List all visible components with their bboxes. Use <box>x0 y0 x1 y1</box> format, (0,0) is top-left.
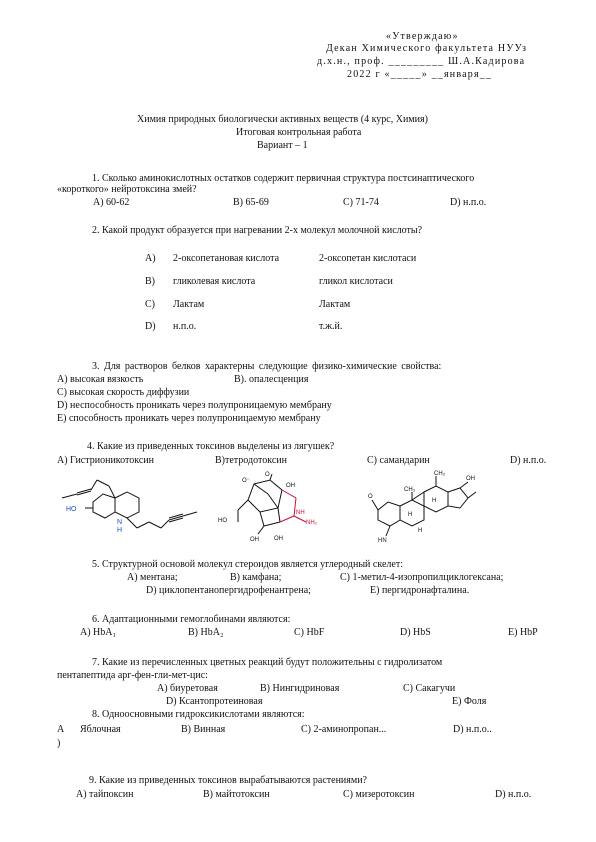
q6-option-b: B) HbA₂ <box>188 627 224 638</box>
q3-option-c: C) высокая скорость диффузии <box>57 387 190 398</box>
mol3-h-label-3: H <box>418 528 423 534</box>
q9-option-c: C) мизеротоксин <box>343 789 415 800</box>
q7-option-c: C) Сакагучи <box>403 683 456 694</box>
q9-option-b: B) майтотоксин <box>203 789 270 800</box>
q1-option-b: B) 65-69 <box>233 197 269 208</box>
q3-text: 3. Для растворов белков характерны следующие физико-химические свойства: <box>92 361 442 372</box>
q4-text: 4. Какие из приведенных токсинов выделены из лягушек? <box>87 441 335 452</box>
mol2-ho-label: HO <box>218 518 227 524</box>
q5-option-a: A) ментана; <box>127 572 178 583</box>
q4-option-a: A) Гистрионикотоксин <box>57 455 154 466</box>
q7-text-2: пентапептида арг-фен-гли-мет-цис: <box>57 670 208 681</box>
q2-ru-c: Лактам <box>173 299 205 310</box>
q1-option-c: C) 71-74 <box>343 197 379 208</box>
q2-letter-d: D) <box>145 321 156 332</box>
q6-text: 6. Адаптационными гемоглобинами являются: <box>92 614 291 625</box>
q5-option-b: B) камфана; <box>230 572 282 583</box>
q6-option-c: C) HbF <box>294 627 325 638</box>
q7-text-1: 7. Какие из перечисленных цветных реакций будут положительны с гидролизатом <box>92 657 443 668</box>
mol3-o-label: O <box>368 494 373 500</box>
q8-option-d: D) н.п.о.. <box>453 724 492 735</box>
q5-option-d: D) циклопентанопергидрофенантрена; <box>146 585 311 596</box>
q1-option-a: A) 60-62 <box>93 197 130 208</box>
q5-text: 5. Структурной основой молекул стероидов является углеродный скелет: <box>92 559 403 570</box>
subject-title: Химия природных биологически активных веществ (4 курс, Химия) <box>137 114 428 125</box>
q2-uz-d: т.ж.й. <box>319 321 343 332</box>
samandarine-structure <box>368 470 480 544</box>
q9-text: 9. Какие из приведенных токсинов вырабатываются растениями? <box>89 775 367 786</box>
mol2-o-minus-label: O⁻ <box>242 478 250 484</box>
q8-option-a-paren: ) <box>57 738 61 749</box>
variant-title: Вариант – 1 <box>257 140 308 151</box>
mol3-ch3-label-b: CH₃ <box>404 487 416 493</box>
mol1-ho-label: HO <box>66 506 77 513</box>
q2-ru-b: гликолевая кислота <box>173 276 256 287</box>
mol2-oh-label-2: OH <box>250 537 259 543</box>
q3-option-b: B). опалесценция <box>234 374 309 385</box>
q7-option-b: B) Нингидриновая <box>260 683 340 694</box>
work-title: Итоговая контрольная работа <box>236 127 362 138</box>
approval-line-3: д.х.н., проф. _________ Ш.А.Кадирова <box>317 56 526 67</box>
mol3-oh-label: OH <box>466 476 475 482</box>
q2-letter-b: B) <box>145 276 155 287</box>
q7-option-a: A) биуретовая <box>157 683 218 694</box>
q2-uz-c: Лактам <box>319 299 351 310</box>
q9-option-a: A) тайпоксин <box>76 789 134 800</box>
q1-option-d: D) н.п.о. <box>450 197 487 208</box>
q2-text: 2. Какой продукт образуется при нагревании 2-х молекул молочной кислоты? <box>92 225 423 236</box>
mol2-o-label: O <box>265 472 270 478</box>
q3-option-e: E) способность проникать через полупроницаемую мембрану <box>57 413 321 424</box>
q5-option-e: E) пергидронафталина. <box>370 585 470 596</box>
mol3-ch3-label-a: CH₃ <box>434 471 446 477</box>
q2-letter-c: C) <box>145 299 155 310</box>
q2-uz-a: 2-оксопетан кислотаси <box>319 253 417 264</box>
q8-text: 8. Одноосновными гидроксикислотами являются: <box>92 709 305 720</box>
approval-line-1: «Утверждаю» <box>386 31 459 42</box>
mol1-n-label: N <box>117 519 123 526</box>
q9-option-d: D) н.п.о. <box>495 789 532 800</box>
mol3-hn-label: HN <box>378 538 387 544</box>
mol3-h-label-1: H <box>408 512 413 518</box>
q4-option-b: B)тетродотоксин <box>215 455 287 466</box>
mol2-oh-label-3: OH <box>274 536 283 542</box>
q7-option-d: D) Ксантопротеиновая <box>166 696 263 707</box>
tetrodotoxin-structure <box>214 470 326 544</box>
q6-option-e: E) HbP <box>508 627 538 638</box>
q8-option-c: C) 2-аминопропан... <box>301 724 387 735</box>
q8-option-a: Яблочная <box>80 724 121 735</box>
mol3-h-label-2: H <box>432 498 437 504</box>
histrionicotoxin-structure <box>57 472 202 540</box>
mol2-nh2-label: NH₂ <box>306 520 317 526</box>
q2-letter-a: A) <box>145 253 156 264</box>
q3-option-d: D) неспособность проникать через полупроницаемую мембрану <box>57 400 332 411</box>
mol1-h-label: H <box>117 527 123 534</box>
mol2-nh-label: NH <box>296 510 305 516</box>
mol2-oh-label-1: OH <box>286 483 295 489</box>
q2-ru-a: 2-оксопетановая кислота <box>173 253 280 264</box>
approval-line-4: 2022 г «_____» __января__ <box>347 69 493 80</box>
q4-option-d: D) н.п.о. <box>510 455 547 466</box>
q4-option-c: C) самандарин <box>367 455 430 466</box>
q1-text-1: 1. Сколько аминокислотных остатков содержит первичная структура постсинаптического <box>92 173 475 184</box>
q6-option-d: D) HbS <box>400 627 431 638</box>
q6-option-a: A) HbA₁ <box>80 627 116 638</box>
q2-uz-b: гликол кислотаси <box>319 276 393 287</box>
q5-option-c: C) 1-метил-4-изопропилциклогексана; <box>340 572 504 583</box>
q8-option-b: B) Винная <box>181 724 226 735</box>
q8-option-a-letter: A <box>57 724 65 735</box>
q7-option-e: E) Фоля <box>452 696 487 707</box>
approval-line-2: Декан Химического факультета НУУз <box>326 43 528 54</box>
q3-option-a: A) высокая вязкость <box>57 374 144 385</box>
q2-ru-d: н.п.о. <box>173 321 197 332</box>
q1-text-2: «короткого» нейротоксина змей? <box>57 184 197 195</box>
